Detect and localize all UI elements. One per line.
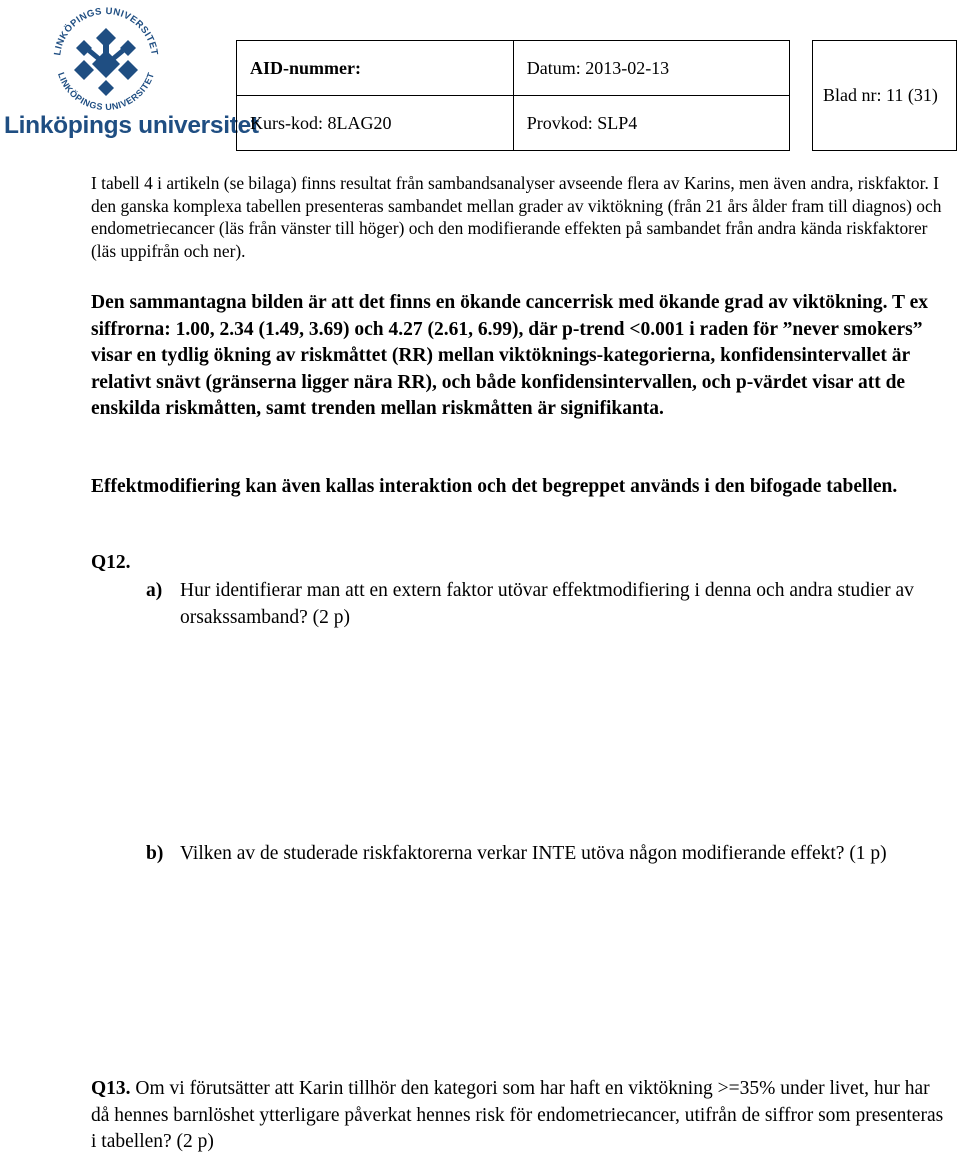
question-13-text: Om vi förutsätter att Karin tillhör den kategori som har haft en viktökning >=35% under livet, hur har då hennes barnlöshet ytterligare påverkat hennes risk för endometriecancer, utifrån de siffror som presenteras i tabellen? (2 p): [91, 1078, 944, 1152]
question-12a: [146, 578, 920, 631]
question-12b: [146, 841, 920, 868]
summary-paragraph: Den sammantagna bilden är att det finns en ökande cancerrisk med ökande grad av viktökning. T ex siffrorna: 1.00, 2.34 (1.49, 3.69) och 4.27 (2.61, 6.99), där p-trend <0.001 i raden för ”never smokers” visar en tydlig ökning av riskmåttet (RR) mellan viktöknings-kategorierna, konfidensintervallet är relativt snävt (gränserna ligger nära RR), och både konfidensintervallen, och p-värdet visar att de enskilda riskmåtten, samt trenden mellan riskmåtten är signifikanta.: [91, 292, 928, 419]
page-number: Blad nr: 11 (31): [813, 41, 957, 151]
effect-modification-note: Effektmodifiering kan även kallas interaktion och det begreppet används i den bifogade tabellen.: [91, 476, 898, 497]
university-seal-icon: [46, 2, 166, 112]
question-12a-letter: a): [146, 580, 163, 601]
course-code: Kurs-kod: 8LAG20: [237, 96, 514, 151]
question-13-label: Q13.: [91, 1078, 131, 1099]
question-12b-text: Vilken av de studerade riskfaktorerna verkar INTE utöva någon modifierande effekt? (1 p): [180, 843, 887, 864]
exam-code: Provkod: SLP4: [513, 96, 789, 151]
university-name: Linköpings universitet: [4, 112, 259, 139]
svg-text:LINKÖPINGS UNIVERSITET: LINKÖPINGS UNIVERSITET: [52, 5, 160, 57]
page-number-box: [812, 40, 957, 151]
intro-paragraph: I tabell 4 i artikeln (se bilaga) finns resultat från sambandsanalyser avseende flera av Karins, men även andra, riskfaktor. I den ganska komplexa tabellen presenteras sambandet mellan grader av viktökning (från 21 års ålder fram till diagnos) och endometriecancer (läs från vänster till höger) och den modifierande effekten på sambandet från andra kända riskfaktorer (läs uppifrån och ner).: [91, 173, 942, 261]
svg-text:LINKÖPINGS UNIVERSITET: LINKÖPINGS UNIVERSITET: [55, 71, 157, 112]
aid-number-label: AID-nummer:: [237, 41, 514, 96]
question-12b-letter: b): [146, 843, 164, 864]
question-12-label: Q12.: [91, 552, 131, 573]
question-13: [91, 1076, 952, 1156]
exam-date: Datum: 2013-02-13: [513, 41, 789, 96]
question-12a-text: Hur identifierar man att en extern faktor utövar effektmodifiering i denna och andra studier av orsakssamband? (2 p): [180, 580, 914, 628]
exam-header: [236, 40, 790, 151]
university-logo: [0, 0, 259, 150]
